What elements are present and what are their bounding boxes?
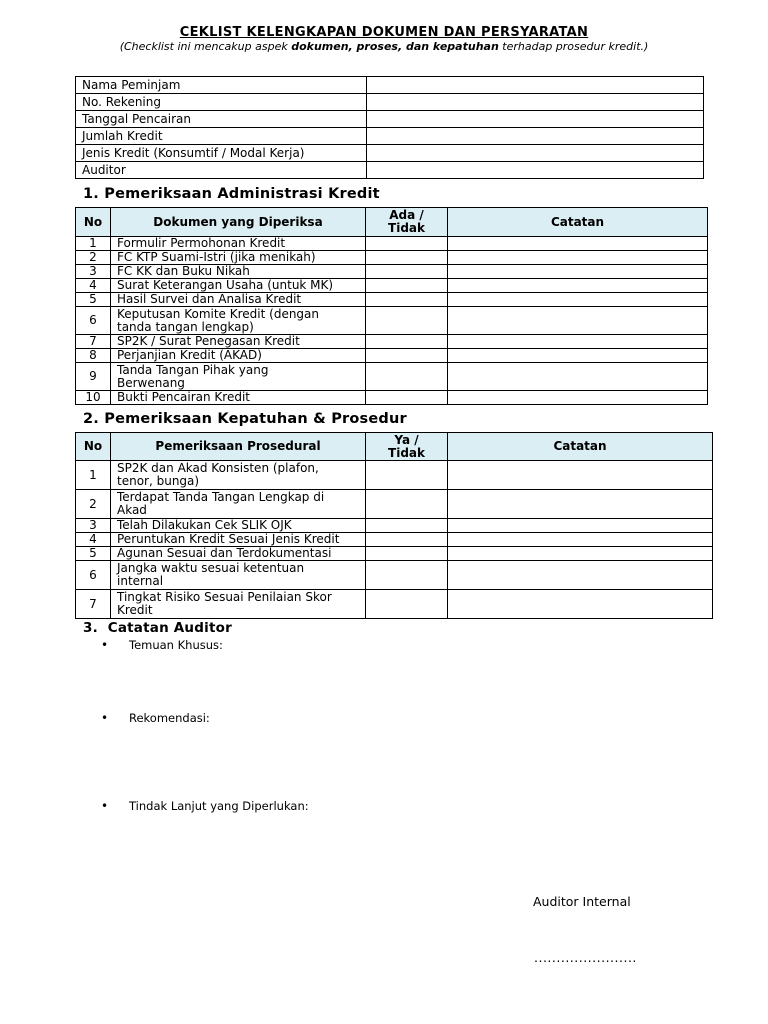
- row-item-line1: Terdapat Tanda Tangan Lengkap di: [117, 490, 325, 504]
- row-notes-cell[interactable]: [448, 561, 713, 590]
- row-item-line1: Tingkat Risiko Sesuai Penilaian Skor: [117, 590, 332, 604]
- row-notes-cell[interactable]: [448, 461, 713, 490]
- row-no: 9: [76, 363, 111, 391]
- row-item: Surat Keterangan Usaha (untuk MK): [111, 279, 366, 293]
- section-2-heading: 2. Pemeriksaan Kepatuhan & Prosedur: [83, 411, 407, 427]
- row-notes-cell[interactable]: [448, 335, 708, 349]
- row-no: 1: [76, 237, 111, 251]
- row-item: Telah Dilakukan Cek SLIK OJK: [111, 519, 366, 533]
- row-item: [111, 561, 366, 590]
- row-check-cell[interactable]: [366, 293, 448, 307]
- info-row: [76, 145, 704, 162]
- notes-bullet-recommendations: [103, 711, 210, 725]
- signature-line: .......................: [534, 950, 637, 965]
- header-check-line1: Ya /: [394, 432, 419, 447]
- row-notes-cell[interactable]: [448, 519, 713, 533]
- row-item-line2: Kredit: [117, 603, 153, 617]
- info-label: Tanggal Pencairan: [76, 111, 367, 128]
- table-row: [76, 265, 708, 279]
- row-item: Perjanjian Kredit (AKAD): [111, 349, 366, 363]
- table-row: [76, 391, 708, 405]
- row-no: 6: [76, 561, 111, 590]
- table-row: [76, 279, 708, 293]
- row-notes-cell[interactable]: [448, 293, 708, 307]
- row-item: FC KTP Suami-Istri (jika menikah): [111, 251, 366, 265]
- row-item-line2: internal: [117, 574, 164, 588]
- row-no: 2: [76, 490, 111, 519]
- row-no: 8: [76, 349, 111, 363]
- row-no: 7: [76, 335, 111, 349]
- row-check-cell[interactable]: [366, 547, 448, 561]
- table-row: [76, 590, 713, 619]
- header-check: [366, 433, 448, 461]
- header-notes: Catatan: [448, 433, 713, 461]
- header-check-line1: Ada /: [389, 208, 424, 222]
- row-no: 7: [76, 590, 111, 619]
- row-check-cell[interactable]: [366, 335, 448, 349]
- row-item-line1: Keputusan Komite Kredit (dengan: [117, 306, 320, 321]
- row-notes-cell[interactable]: [448, 547, 713, 561]
- section-1-heading: 1. Pemeriksaan Administrasi Kredit: [83, 186, 380, 202]
- bullet-label: Rekomendasi:: [129, 711, 210, 725]
- row-item: [111, 590, 366, 619]
- row-notes-cell[interactable]: [448, 490, 713, 519]
- table-row: [76, 307, 708, 335]
- header-no: No: [76, 433, 111, 461]
- info-value[interactable]: [367, 128, 704, 145]
- table-row: [76, 251, 708, 265]
- procedure-check-table: [75, 432, 713, 619]
- row-check-cell[interactable]: [366, 349, 448, 363]
- row-check-cell[interactable]: [366, 307, 448, 335]
- section-3-title: Catatan Auditor: [107, 620, 232, 636]
- info-label: Jenis Kredit (Konsumtif / Modal Kerja): [76, 145, 367, 162]
- table-row: [76, 335, 708, 349]
- info-row: [76, 94, 704, 111]
- row-check-cell[interactable]: [366, 490, 448, 519]
- info-row: [76, 128, 704, 145]
- row-no: 5: [76, 293, 111, 307]
- header-no: No: [76, 208, 111, 237]
- row-item: [111, 490, 366, 519]
- info-row: [76, 111, 704, 128]
- header-notes: Catatan: [448, 208, 708, 237]
- row-no: 6: [76, 307, 111, 335]
- table-row: [76, 490, 713, 519]
- table-row: [76, 547, 713, 561]
- row-notes-cell[interactable]: [448, 349, 708, 363]
- table-row: [76, 533, 713, 547]
- row-item-line2: tenor, bunga): [117, 474, 200, 488]
- table-row: [76, 461, 713, 490]
- info-row: [76, 77, 704, 94]
- row-item: [111, 461, 366, 490]
- section-3-heading: [83, 620, 232, 636]
- row-item: [111, 307, 366, 335]
- row-no: 4: [76, 533, 111, 547]
- row-notes-cell[interactable]: [448, 307, 708, 335]
- row-item-line1: Tanda Tangan Pihak yang: [117, 362, 269, 377]
- row-no: 1: [76, 461, 111, 490]
- row-no: 5: [76, 547, 111, 561]
- header-check-line2: Tidak: [388, 445, 425, 460]
- table-header-row: [76, 208, 708, 237]
- row-item: Agunan Sesuai dan Terdokumentasi: [111, 547, 366, 561]
- table-row: [76, 561, 713, 590]
- signature-title: Auditor Internal: [533, 894, 631, 909]
- bullet-label: Tindak Lanjut yang Diperlukan:: [129, 799, 309, 813]
- row-no: 3: [76, 265, 111, 279]
- notes-bullet-findings: [103, 638, 223, 652]
- bullet-label: Temuan Khusus:: [129, 638, 223, 652]
- section-3-number: 3.: [83, 620, 98, 636]
- row-check-cell[interactable]: [366, 265, 448, 279]
- row-notes-cell[interactable]: [448, 391, 708, 405]
- info-label: Auditor: [76, 162, 367, 179]
- notes-bullet-follow-up: [103, 799, 309, 813]
- row-no: 4: [76, 279, 111, 293]
- row-check-cell[interactable]: [366, 237, 448, 251]
- subtitle-suffix: terhadap prosedur kredit.): [498, 40, 649, 53]
- row-item: FC KK dan Buku Nikah: [111, 265, 366, 279]
- page-subtitle: [0, 40, 768, 53]
- row-no: 3: [76, 519, 111, 533]
- row-item: Hasil Survei dan Analisa Kredit: [111, 293, 366, 307]
- row-check-cell[interactable]: [366, 519, 448, 533]
- row-notes-cell[interactable]: [448, 363, 708, 391]
- info-value[interactable]: [367, 77, 704, 94]
- header-check-line2: Tidak: [388, 221, 425, 235]
- row-item: [111, 363, 366, 391]
- row-item: Peruntukan Kredit Sesuai Jenis Kredit: [111, 533, 366, 547]
- row-check-cell[interactable]: [366, 391, 448, 405]
- row-check-cell[interactable]: [366, 363, 448, 391]
- row-notes-cell[interactable]: [448, 533, 713, 547]
- table-row: [76, 363, 708, 391]
- row-item-line2: tanda tangan lengkap): [117, 319, 254, 334]
- row-check-cell[interactable]: [366, 533, 448, 547]
- row-no: 10: [76, 391, 111, 405]
- subtitle-prefix: (Checklist ini mencakup aspek: [119, 40, 292, 53]
- table-row: [76, 519, 713, 533]
- borrower-info-table: [75, 76, 704, 179]
- subtitle-bold: dokumen, proses, dan kepatuhan: [291, 40, 499, 53]
- info-value[interactable]: [367, 94, 704, 111]
- row-check-cell[interactable]: [366, 251, 448, 265]
- row-notes-cell[interactable]: [448, 279, 708, 293]
- row-check-cell[interactable]: [366, 279, 448, 293]
- row-item: Formulir Permohonan Kredit: [111, 237, 366, 251]
- row-check-cell[interactable]: [366, 561, 448, 590]
- info-label: No. Rekening: [76, 94, 367, 111]
- header-check: [366, 208, 448, 237]
- page-title: CEKLIST KELENGKAPAN DOKUMEN DAN PERSYARATAN: [179, 25, 589, 40]
- table-header-row: [76, 433, 713, 461]
- row-item: SP2K / Surat Penegasan Kredit: [111, 335, 366, 349]
- info-row: [76, 162, 704, 179]
- row-item: Bukti Pencairan Kredit: [111, 391, 366, 405]
- admin-check-table: [75, 207, 708, 405]
- info-value[interactable]: [367, 145, 704, 162]
- table-row: [76, 349, 708, 363]
- row-notes-cell[interactable]: [448, 265, 708, 279]
- info-label: Jumlah Kredit: [76, 128, 367, 145]
- table-row: [76, 237, 708, 251]
- header-item: Pemeriksaan Prosedural: [111, 433, 366, 461]
- row-notes-cell[interactable]: [448, 237, 708, 251]
- row-notes-cell[interactable]: [448, 590, 713, 619]
- info-label: Nama Peminjam: [76, 77, 367, 94]
- info-value[interactable]: [367, 162, 704, 179]
- row-item-line2: Berwenang: [117, 375, 185, 390]
- row-notes-cell[interactable]: [448, 251, 708, 265]
- info-value[interactable]: [367, 111, 704, 128]
- header-item: Dokumen yang Diperiksa: [111, 208, 366, 237]
- row-check-cell[interactable]: [366, 461, 448, 490]
- row-no: 2: [76, 251, 111, 265]
- row-item-line1: SP2K dan Akad Konsisten (plafon,: [117, 461, 319, 475]
- row-item-line2: Akad: [117, 503, 147, 517]
- row-item-line1: Jangka waktu sesuai ketentuan: [117, 561, 305, 575]
- table-row: [76, 293, 708, 307]
- row-check-cell[interactable]: [366, 590, 448, 619]
